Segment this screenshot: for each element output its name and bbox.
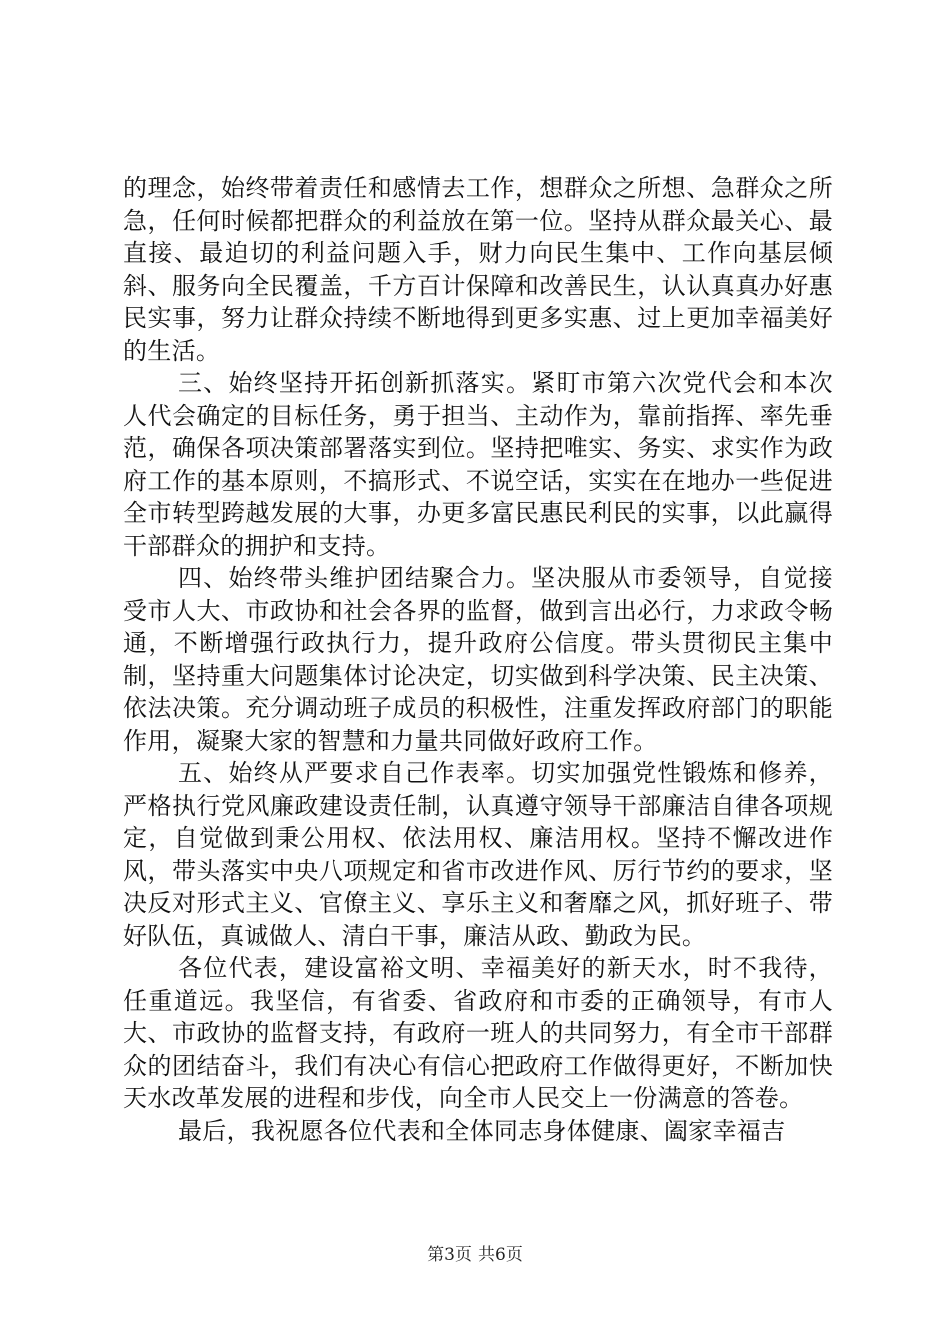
page-total: 共6页: [478, 1245, 523, 1265]
document-body: [123, 172, 833, 1147]
paragraph-section-5: 五、始终从严要求自己作表率。切实加强党性锻炼和修养，严格执行党风廉政建设责任制，认真遵守领导干部廉洁自律各项规定，自觉做到秉公用权、依法用权、廉洁用权。坚持不懈改进作风，带头落实中央八项规定和省市改进作风、厉行节约的要求，坚决反对形式主义、官僚主义、享乐主义和奢靡之风，抓好班子、带好队伍，真诚做人、清白干事，廉洁从政、勤政为民。: [123, 759, 833, 950]
paragraph-section-3: 三、始终坚持开拓创新抓落实。紧盯市第六次党代会和本次人代会确定的目标任务，勇于担当、主动作为，靠前指挥、率先垂范，确保各项决策部署落实到位。坚持把唯实、务实、求实作为政府工作的基本原则，不搞形式、不说空话，实实在在地办一些促进全市转型跨越发展的大事，办更多富民惠民利民的实事，以此赢得干部群众的拥护和支持。: [123, 369, 833, 560]
paragraph-final-wish: 最后，我祝愿各位代表和全体同志身体健康、阖家幸福吉: [178, 1116, 786, 1145]
paragraph-section-4: 四、始终带头维护团结聚合力。坚决服从市委领导，自觉接受市人大、市政协和社会各界的监督，做到言出必行，力求政令畅通，不断增强行政执行力，提升政府公信度。带头贯彻民主集中制，坚持重大问题集体讨论决定，切实做到科学决策、民主决策、依法决策。充分调动班子成员的积极性，注重发挥政府部门的职能作用，凝聚大家的智慧和力量共同做好政府工作。: [123, 564, 833, 755]
page-footer: [0, 1244, 950, 1266]
page-number: 第3页: [427, 1245, 472, 1265]
paragraph-continuation: 的理念，始终带着责任和感情去工作，想群众之所想、急群众之所急，任何时候都把群众的利益放在第一位。坚持从群众最关心、最直接、最迫切的利益问题入手，财力向民生集中、工作向基层倾斜、服务向全民覆盖，千方百计保障和改善民生，认认真真办好惠民实事，努力让群众持续不断地得到更多实惠、过上更加幸福美好的生活。: [123, 174, 833, 365]
paragraph-closing: 各位代表，建设富裕文明、幸福美好的新天水，时不我待，任重道远。我坚信，有省委、省政府和市委的正确领导，有市人大、市政协的监督支持，有政府一班人的共同努力，有全市干部群众的团结奋斗，我们有决心有信心把政府工作做得更好，不断加快天水改革发展的进程和步伐，向全市人民交上一份满意的答卷。: [123, 954, 833, 1112]
